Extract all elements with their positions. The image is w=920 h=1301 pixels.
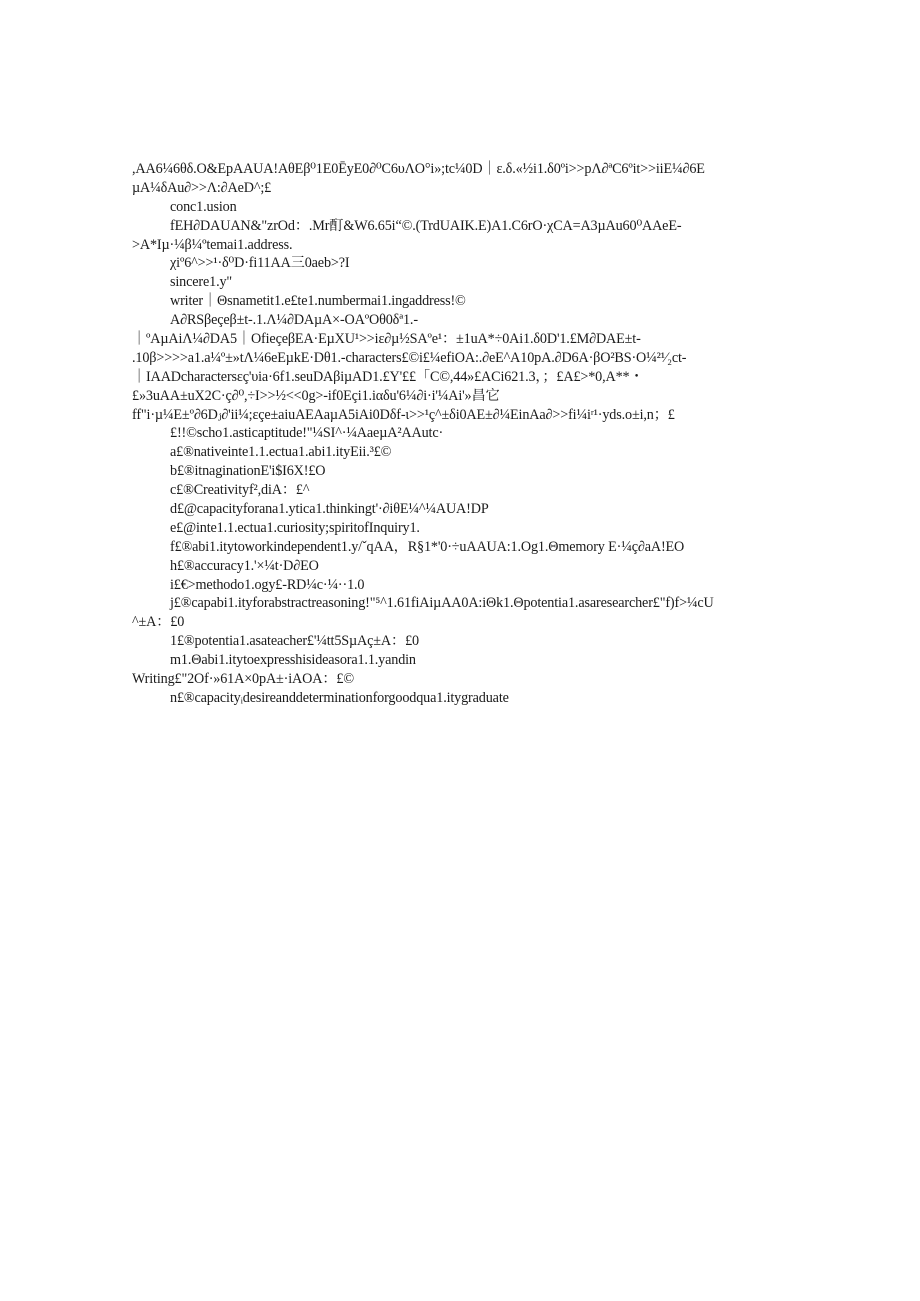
- document-line: fEH∂DAUAN&"zrOd：.Mr酊&W6.65i“©.(TrdUAIK.E)A1.C6rO·χCA=A3µAu60⁰AAeE-: [170, 217, 682, 234]
- document-line: d£@capacityforana1.ytica1.thinkingt'·∂iθE¼^¼AUA!DP: [170, 501, 489, 518]
- document-line: µA¼δAu∂>>Λ:∂AeD^;£: [132, 179, 272, 196]
- document-line: f£®abi1.itytoworkindependent1.y/ˇqAA，R§1*'0·÷uAAUA:1.Og1.Θmemory E·¼ç∂aA!EO: [170, 538, 685, 555]
- document-line: conc1.usion: [170, 198, 237, 215]
- document-line: sincere1.y": [170, 274, 233, 291]
- document-line: ｜ºAµAiΛ¼∂DA5｜OfieçeβEA·EµXU¹>>iε∂µ½SAºe¹：±1uA*÷0Ai1.δ0D'1.£M∂DAE±t-: [132, 331, 641, 348]
- document-line: ,AA6¼6θδ.O&EpAAUA!AθEβ⁰1E0ĒyE0∂⁰C6υΛO°i»;tc¼0D｜ε.δ.«½i1.δ0ºi>>pΛ∂ªC6ºit>>iiE¼∂6E: [132, 161, 705, 177]
- document-line: m1.Θabi1.itytoexpresshisideasora1.1.yandin: [170, 652, 416, 669]
- document-line: .10β>>>>a1.a¼º±»tΛ¼6eEµkE·Dθ1.-characters£©i£¼efiOA:.∂eE^A10pA.∂D6A·βO²BS·O¼²¹⁄₂ct-: [132, 349, 687, 366]
- document-line: b£®itnaginationE'i$I6X!£O: [170, 463, 326, 480]
- document-line: 1£®potentia1.asateacher£'¼tt5SµAç±A：£0: [170, 633, 419, 650]
- document-line: Writing£"2Of·»61A×0pA±·iAOA：£©: [132, 671, 354, 688]
- document-line: χiº6^>>¹·δ⁰D·fi11AA三0aeb>?I: [170, 255, 350, 272]
- document-line: £»3uAA±uX2C·ç∂⁰,÷I>>½<<0g>-if0Eçi1.iαδu'6¼∂i·i'¼Ai'»昌它: [132, 387, 500, 404]
- document-line: >A*Iµ·¼β¼ºtemai1.address.: [132, 236, 293, 253]
- document-line: ^±A：£0: [132, 614, 185, 631]
- document-line: A∂RSβeçeβ±t-.1.Λ¼∂DAµA×-OAºOθ0δª1.-: [170, 312, 418, 329]
- document-body: [132, 160, 788, 708]
- document-line: c£®Creativityf²,diA：£^: [170, 482, 310, 499]
- document-line: ff"i·µ¼E±º∂6Dⱼ∂'ii¼;εçe±aiuAEAaµA5iAi0Dδf-ι>>¹ç^±δi0AE±∂¼EinAa∂>>fi¼iʳ¹·yds.o±i,n；£: [132, 406, 675, 423]
- document-line: e£@inte1.1.ectua1.curiosity;spiritofInquiry1.: [170, 519, 420, 536]
- document-line: n£®capacityᵢdesireanddeterminationforgoodqua1.itygraduate: [170, 689, 509, 706]
- document-line: h£®accuracy1.'×¼t·D∂EO: [170, 557, 319, 574]
- document-line: i£€>methodo1.ogy£-RD¼c·¼··1.0: [170, 576, 365, 593]
- document-line: writer｜Θsnametit1.e£te1.numbermai1.ingaddress!©: [170, 293, 466, 310]
- document-line: a£®nativeinte1.1.ectua1.abi1.ityEii.³£©: [170, 444, 392, 461]
- document-line: j£®capabi1.ityforabstractreasoning!"⁵^1.61fiAiµAA0A:iΘk1.Θpotentia1.asaresearcher£"f)f>¼cU: [170, 595, 714, 612]
- document-line: £!!©scho1.asticaptitude!"¼SI^·¼AaeµA²AAutc·: [170, 425, 444, 442]
- document-line: ｜IAADcharactersεç'υia·6f1.seuDAβiµAD1.£Y'££「C©,44»£ACi621.3，；£A£>*0,A**・: [132, 368, 644, 385]
